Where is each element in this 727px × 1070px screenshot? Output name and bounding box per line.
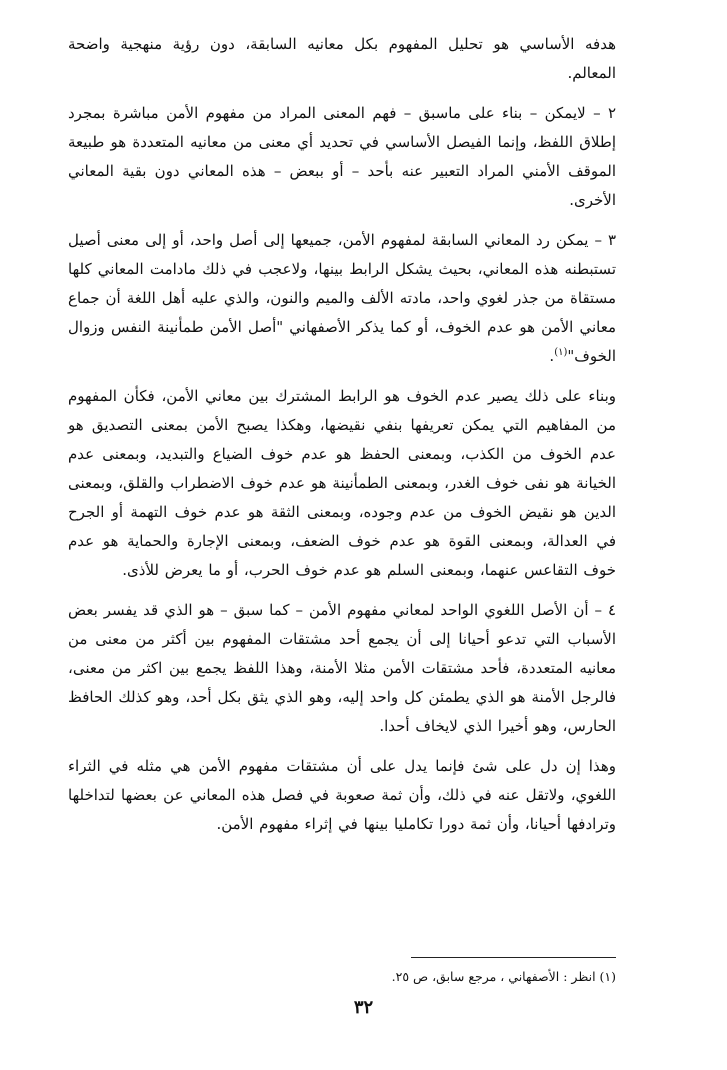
footnote-divider — [411, 957, 616, 958]
paragraph-3: ٣ – يمكن رد المعاني السابقة لمفهوم الأمن، جميعها إلى أصل واحد، أو إلى معنى أصيل تستبطنه هذه المعاني، بحيث يشكل الرابط بينها، ولاعجب في ذلك مادامت المعاني كلها مستقاة من جذر لغوي واحد، مادته الألف والميم والنون، والذي عليه أهل اللغة أن جماع معاني الأمن هو عدم الخوف، أو كما يذكر الأصفهاني "أصل الأمن طمأنينة النفس وزوال الخوف"$^{(١)}$. — [68, 231, 616, 365]
paragraph-6: وهذا إن دل على شئ فإنما يدل على أن مشتقات مفهوم الأمن هي مثله في الثراء اللغوي، ولاتقل عنه في ذلك، وأن ثمة صعوبة في فصل هذه المعاني عن بعضها لتداخلها وترادفها أحيانا، وأن ثمة دورا تكامليا بينها في إثراء مفهوم الأمن. — [68, 757, 616, 833]
page-body — [68, 30, 616, 850]
page-number: ٣٢ — [353, 997, 374, 1018]
paragraph-2: ٢ – لايمكن – بناء على ماسبق – فهم المعنى المراد من مفهوم الأمن مباشرة بمجرد إطلاق اللفظ، وإنما الفيصل الأساسي في تحديد أي معنى من معانيه المتعددة هو طبيعة الموقف الأمني المراد التعبير عنه بأحد – أو ببعض – هذه المعاني دون بقية المعاني الأخرى. — [68, 104, 616, 209]
footnote-reference[interactable]: (١) — [554, 347, 568, 358]
paragraph-3-text: ٣ – يمكن رد المعاني السابقة لمفهوم الأمن، جميعها إلى أصل واحد، أو إلى معنى أصيل تستبطنه هذه المعاني، بحيث يشكل الرابط بينها، ولاعجب في ذلك مادامت المعاني كلها مستقاة من جذر لغوي واحد، مادته الألف والميم والنون، والذي عليه أهل اللغة أن جماع معاني الأمن هو عدم الخوف، أو كما يذكر الأصفهاني "أصل الأمن طمأنينة النفس وزوال الخوف" — [68, 231, 616, 365]
paragraph-5: ٤ – أن الأصل اللغوي الواحد لمعاني مفهوم الأمن – كما سبق – هو الذي قد يفسر بعض الأسباب التي تدعو أحيانا إلى أن يجمع أحد مشتقات المفهوم بين أكثر من معنى من معانيه المتعددة، فأحد مشتقات الأمن مثلا الأمنة، وهذا اللفظ يجمع بين اكثر من معنى، فالرجل الأمنة هو الذي يطمئن كل واحد إليه، وهو الذي يثق بكل أحد، وهو كذلك الحافظ الحارس، وهو أخيرا الذي لايخاف أحدا. — [68, 601, 616, 735]
paragraph-4: وبناء على ذلك يصير عدم الخوف هو الرابط المشترك بين معاني الأمن، فكأن المفهوم من المفاهيم التي يمكن تعريفها بنفي نقيضها، وهكذا يصبح الأمن بمعنى التصديق هو عدم الخوف من الكذب، وبمعنى الحفظ هو عدم خوف الضياع والتبديد، وبمعنى عدم الخيانة هو نفى خوف الغدر، وبمعنى الطمأنينة هو عدم خوف الاضطراب والقلق، وبمعنى الدين هو نقيض الخوف من عدم وجوده، وبمعنى الثقة هو عدم خوف التهمة أو الجرح في العدالة، وبمعنى القوة هو عدم خوف الضعف، وبمعنى الإجارة والحماية هو عدم خوف التقاعس عنهما، وبمعنى السلم هو عدم خوف الحرب، أو ما يعرض للأذى. — [68, 387, 616, 579]
footnote: (١) انظر : الأصفهاني ، مرجع سابق، ص ٢٥. — [391, 969, 616, 984]
paragraph-1: هدفه الأساسي هو تحليل المفهوم بكل معانيه السابقة، دون رؤية منهجية واضحة المعالم. — [68, 35, 616, 82]
